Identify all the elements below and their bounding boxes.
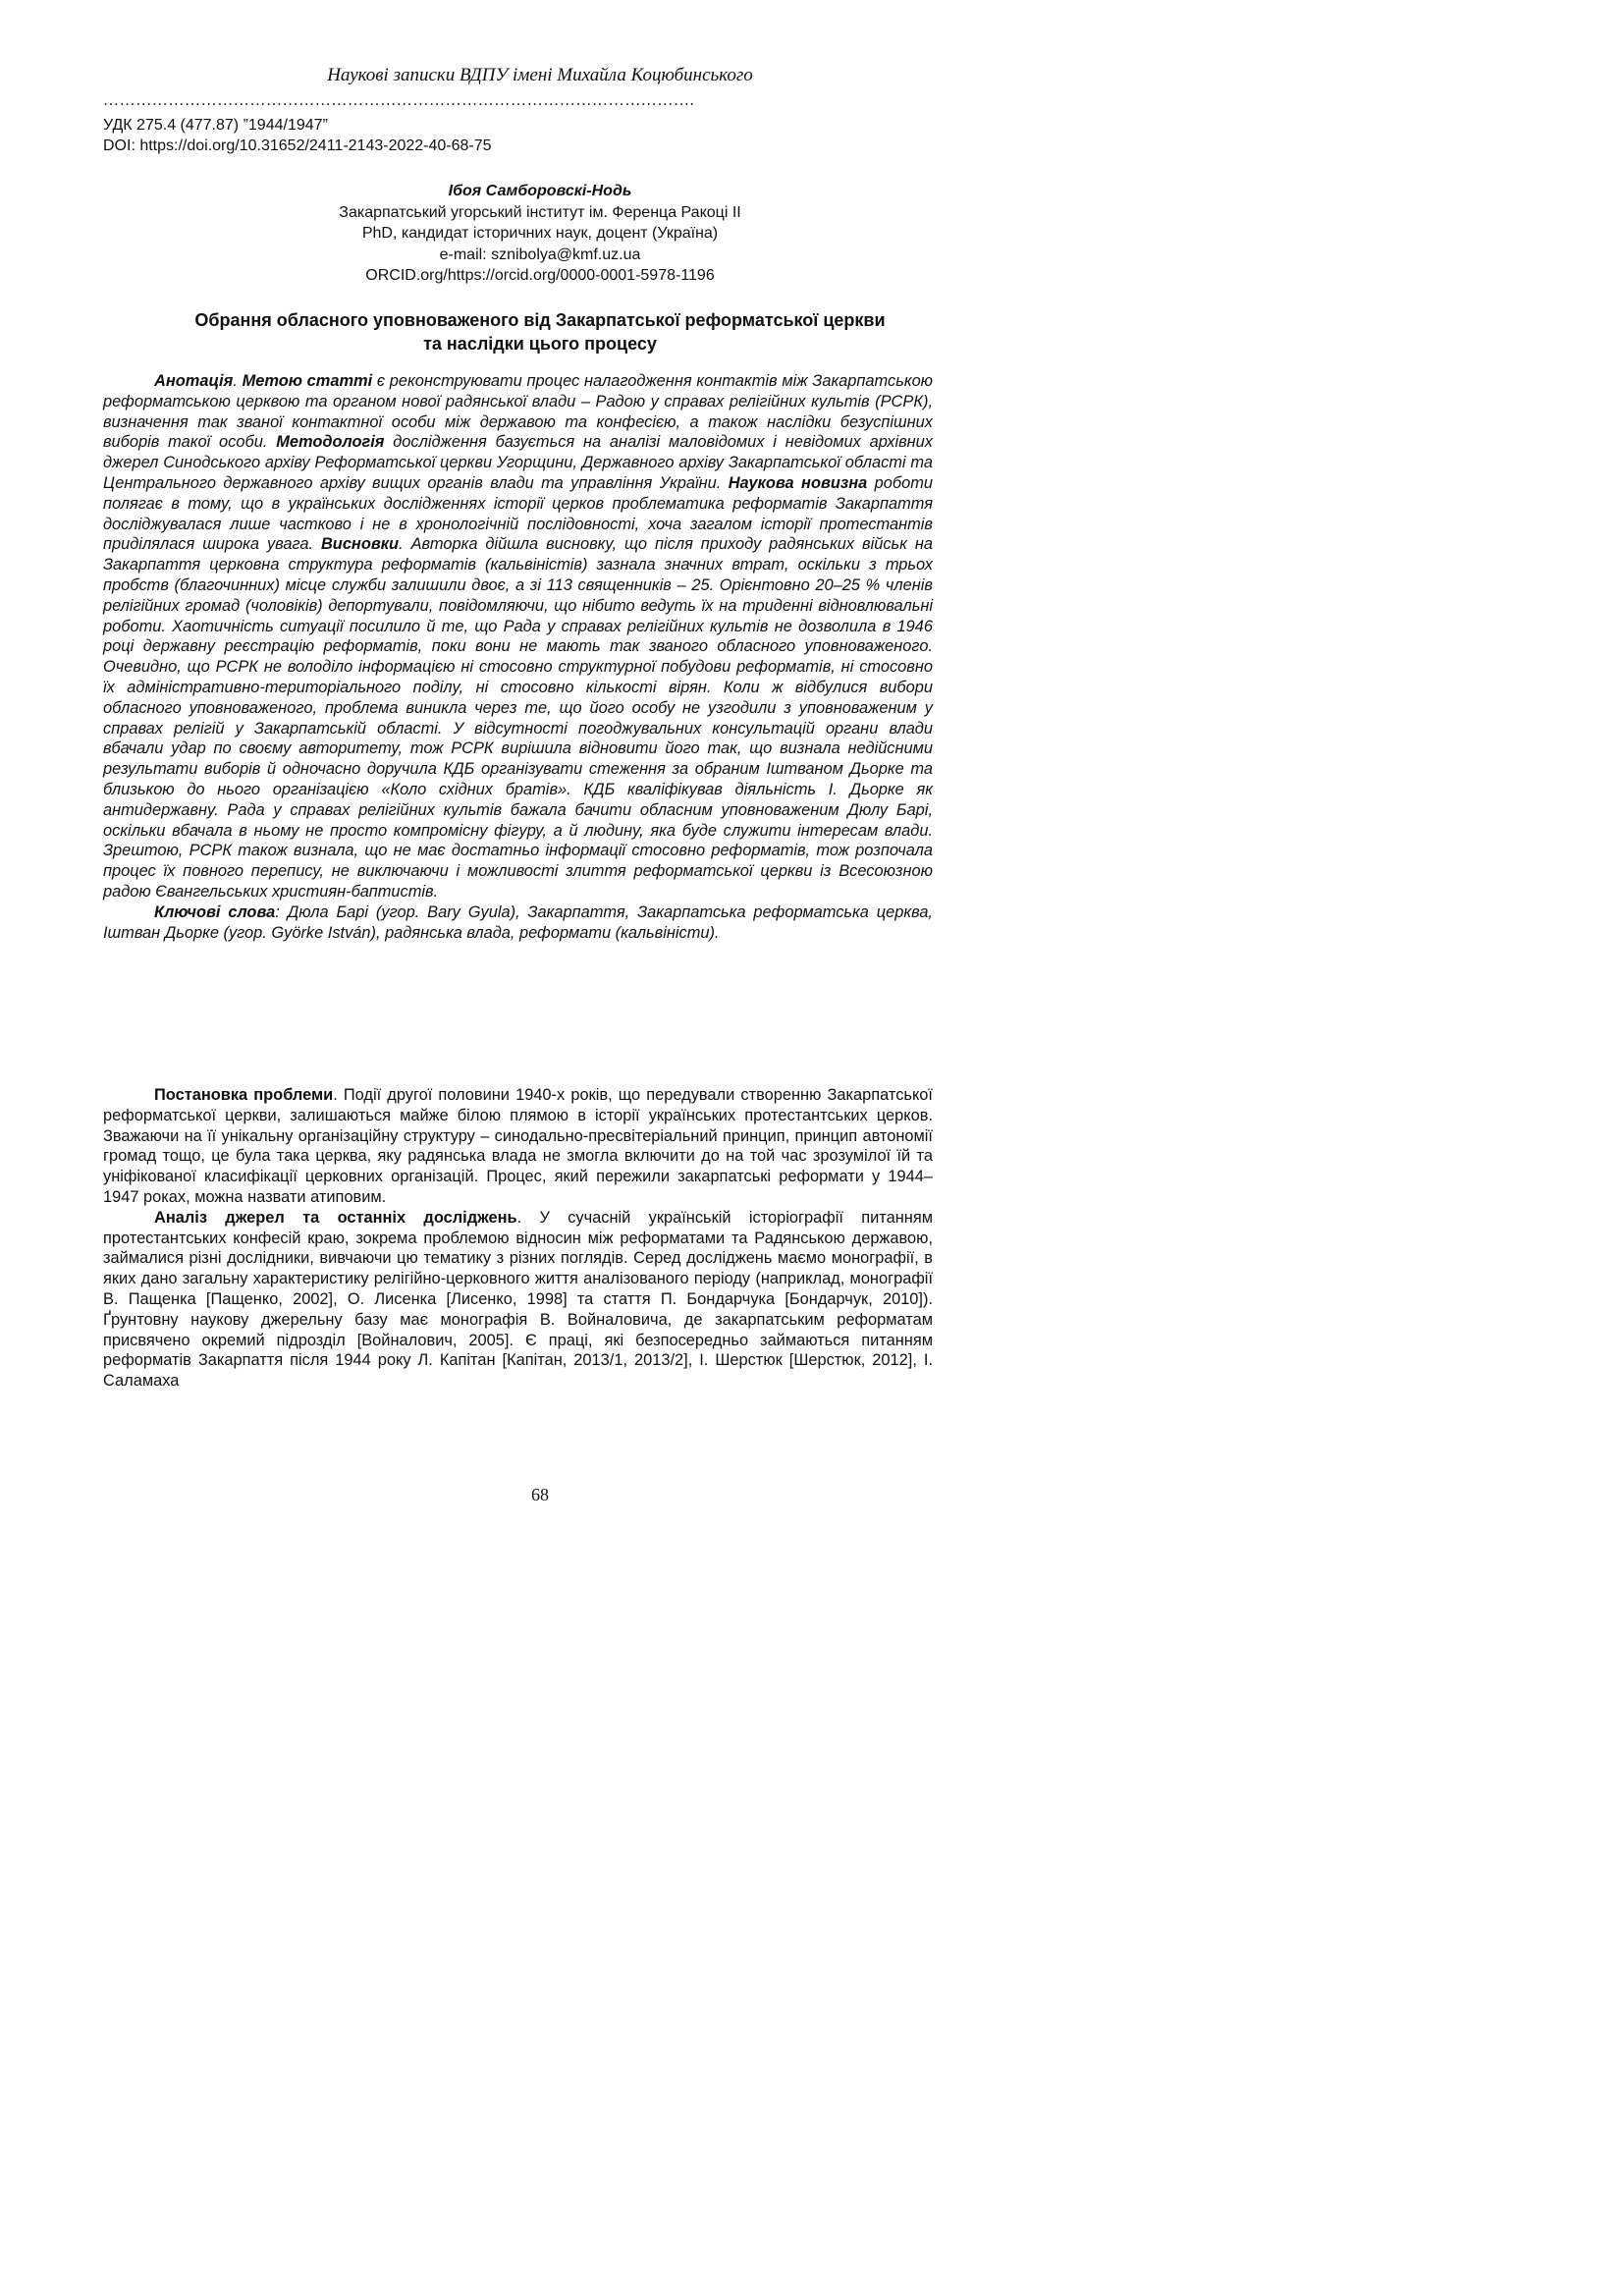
novelty-text: роботи полягає в тому, що в українських дослідженнях історії церков проблематика реформатів Закарпаття досліджувалася лише частково і не в хронологічній послідовності, хоча загалом історії протестантів приділялася широка увага. (103, 473, 933, 554)
problem-statement-text: . Події другої половини 1940-х років, що передували створенню Закарпатської реформатської церкви, залишаються майже білою плямою в історії українських протестантських церков. Зважаючи на її унікальну організаційну структуру – синодально-пресвітеріальний принцип, принцип автономії громад тощо, це була така церква, яку радянська влада не змогла включити до на той час зрозумілої їй та уніфікованої класифікації церковних організацій. Процес, який пережили закарпатські реформати у 1944–1947 роках, можна назвати атиповим. (103, 1086, 933, 1206)
doi-line: DOI: https://doi.org/10.31652/2411-2143-2022-40-68-75 (103, 137, 492, 154)
novelty-label: Наукова новизна (728, 473, 868, 492)
conclusions-text: . Авторка дійшла висновку, що після приходу радянських військ на Закарпаття церковна структура реформатів (кальвіністів) зазнала значних втрат, оскільки з трьох пробств (благочинних) місце служби залишили двоє, а зі 113 священників – 25. Орієнтовно 20–25 % членів релігійних громад (чоловіків) депортували, повідомляючи, що нібито ведуть їх на триденні відновлювальні роботи. Хаотичність ситуації посилило й те, що Рада у справах релігійних культів не дозволила в 1946 році державну реєстрацію реформатів, поки вони не мають так званого обласного уповноваженого. Очевидно, що РСРК не володіло інформацією ні стосовно структурної побудови реформатів, ні стосовно їх адміністративно-територіального поділу, ні стосовно кількості вірян. Коли ж відбулися вибори обласного уповноваженого, проблема виникла через те, що його особу не узгодили з уповноваженим у справах релігій у Закарпатській області. У відсутності погоджувальних консультацій органи влади вбачали удар по своєму авторитету, тож РСРК вирішила відновити його так, що визнала недійсними результати виборів й одночасно доручила КДБ організувати стеження за обраним Іштваном Дьорке та близькою до нього організацією «Коло східних братів». КДБ кваліфікував діяльність І. Дьорке як антидержавну. Рада у справах релігійних культів бажала бачити обласним уповноваженим Дюлу Барі, оскільки вбачала в ньому не просто компромісну фігуру, а й людину, яка буде служити інтересам влади. Зрештою, РСРК також визнала, що не має достатньо інформації стосовно реформатів, тож розпочала процес їх повного перепису, не виключаючи і можливості злиття реформатської церкви із Всесоюзною радою Євангельських християн-баптистів. (103, 535, 933, 901)
author-institution: Закарпатський угорський інститут ім. Ференца Ракоці ІІ (339, 203, 741, 221)
journal-header: Наукові записки ВДПУ імені Михайла Коцюбинського (327, 65, 753, 85)
keywords-paragraph (103, 902, 933, 944)
sources-analysis-text: . У сучасній українській історіографії питанням протестантських конфесій краю, зокрема проблемою відносин між реформатами та Радянською державою, займалися різні дослідники, вивчаючи цю тематику з різних поглядів. Серед досліджень маємо монографії, в яких дано загальну характеристику релігійно-церковного життя аналізованого періоду (наприклад, монографії В. Пащенка [Пащенко, 2002], О. Лисенка [Лисенко, 1998] та стаття П. Бондарчука [Бондарчук, 2010]). Ґрунтовну наукову джерельну базу має монографія В. Войналовича, де закарпатським реформатам присвячено окремий підрозділ [Войналович, 2005]. Є праці, які безпосередньо займаються питанням реформатів Закарпаття після 1944 року Л. Капітан [Капітан, 2013/1, 2013/2], І. Шерстюк [Шерстюк, 2012], І. Саламаха (103, 1208, 933, 1391)
goal-text: є реконструювати процес налагодження контактів між Закарпатською реформатською церквою та органом нової радянської влади – Радою у справах релігійних культів (РСРК), визначення так званої контактної особи між державою та конфесією, а також наслідки безуспішних виборів такої особи. (103, 372, 934, 452)
article-title (0, 308, 1080, 355)
goal-label: Метою статті (242, 372, 373, 390)
author-email: e-mail: sznibolya@kmf.uz.ua (439, 246, 641, 263)
annotation-label: Анотація (154, 372, 234, 390)
problem-statement-label: Постановка проблеми (154, 1086, 334, 1104)
sources-analysis-paragraph (103, 1208, 933, 1392)
author-name: Ібоя Самборовскі-Нодь (448, 183, 632, 199)
sources-analysis-label: Аналіз джерел та останніх досліджень (154, 1208, 517, 1227)
methodology-text: дослідження базується на аналізі маловідомих і невідомих архівних джерел Синодського архіву Реформатської церкви Угорщини, Державного архіву Закарпатської області та Центрального державного архіву вищих органів влади та управління України. (103, 433, 933, 492)
header-dotted-rule: ………………………………………………………………………………………………. (103, 92, 695, 109)
body-section (103, 1085, 933, 1392)
article-title-line-2: та наслідки цього процесу (423, 334, 657, 354)
keywords-text: : Дюла Барі (угор. Bary Gyula), Закарпаття, Закарпатська реформатська церква, Іштван Дьорке (угор. Györke István), радянська влада, реформати (кальвіністи). (103, 902, 933, 942)
methodology-label: Методологія (276, 433, 385, 452)
abstract-separator: . (233, 372, 243, 390)
author-degree: PhD, кандидат історичних наук, доцент (Україна) (361, 225, 719, 242)
conclusions-label: Висновки (320, 535, 400, 554)
problem-statement-paragraph (103, 1085, 933, 1208)
author-orcid: ORCID.org/https://orcid.org/0000-0001-5978-1196 (365, 267, 715, 284)
udk-code: УДК 275.4 (477.87) ”1944/1947” (103, 117, 328, 134)
author-block (0, 181, 1080, 287)
abstract-paragraph (103, 371, 933, 902)
page-number: 68 (531, 1485, 549, 1504)
abstract-section (103, 371, 933, 943)
article-title-line-1: Обрання обласного уповноваженого від Закарпатської реформатської церкви (194, 310, 886, 330)
keywords-label: Ключові слова (154, 902, 276, 921)
